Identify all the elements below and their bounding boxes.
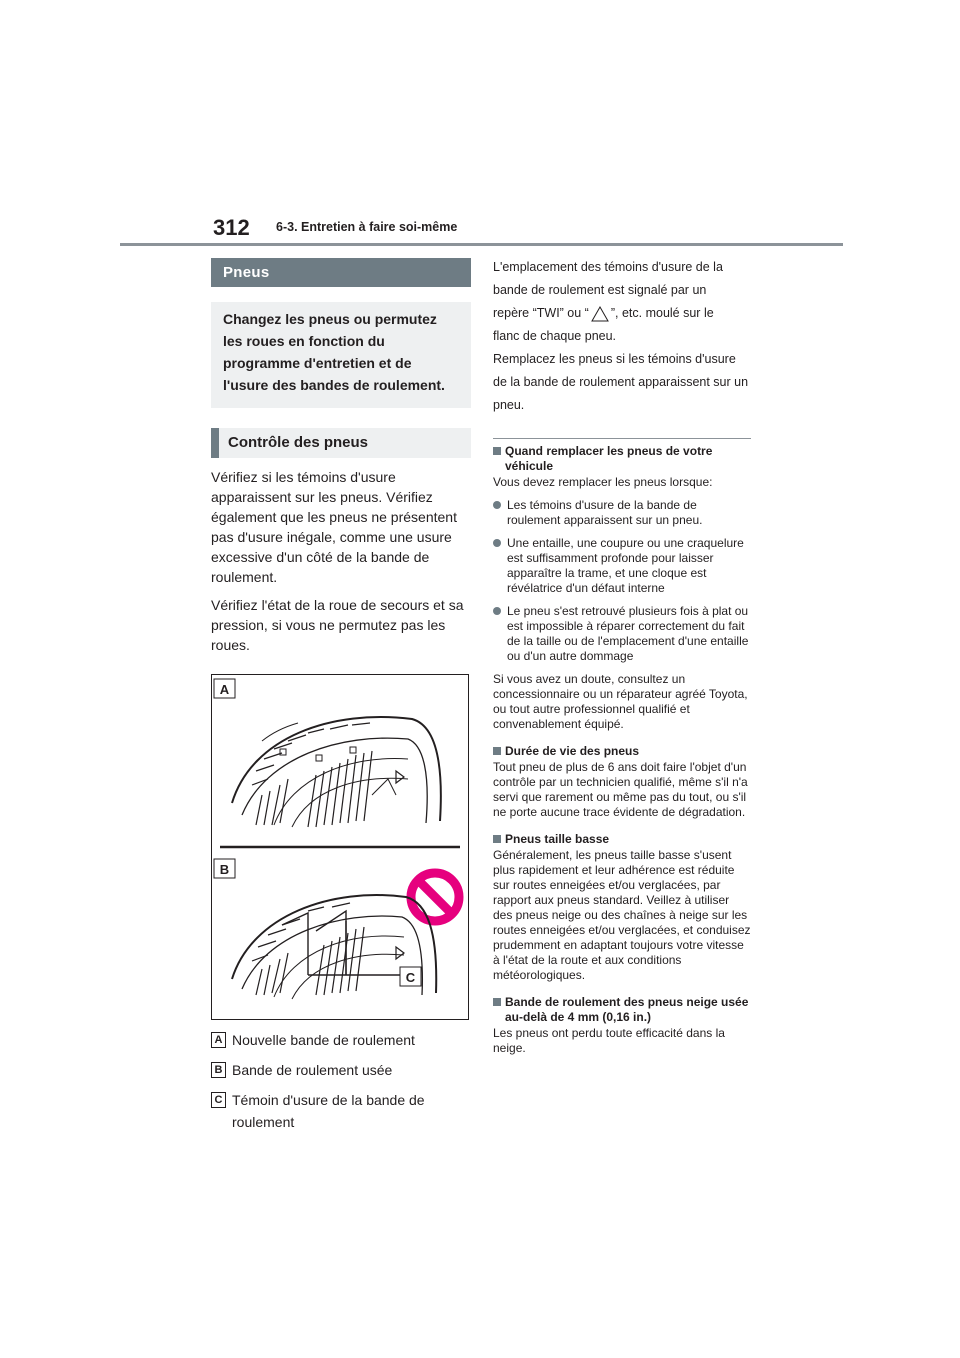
legend-badge: B xyxy=(211,1062,226,1078)
figure-label-a: A xyxy=(219,682,230,697)
page-number: 312 xyxy=(213,215,250,240)
heading-low-profile xyxy=(493,832,751,847)
intro-paragraph: Remplacez les pneus si les témoins d'usure de la bande de roulement apparaissent sur un pneu. xyxy=(493,352,749,412)
section-rule xyxy=(493,438,751,439)
body-paragraph: Tout pneu de plus de 6 ans doit faire l'objet d'un contrôle par un technicien qualifié, même s'il n'a servi que rarement ou même pas du tout, ou s'il ne porte aucune trace évidente de dégradation. xyxy=(493,760,748,819)
body-paragraph: Généralement, les pneus taille basse s'usent plus rapidement et leur adhérence est réduite sur routes enneigées et/ou verglacées, par rapport aux pneus standard. Veillez à utiliser des pneus neige ou des chaînes à neige sur les routes enneigées et/ou verglacées, et conduisez prudemment en adaptant toujours votre vitesse à l'état de la route et aux conditions météorologiques. xyxy=(493,848,751,982)
intro-paragraph: L'emplacement des témoins d'usure de la bande de roulement est signalé par un xyxy=(493,260,723,297)
twi-line xyxy=(493,302,751,325)
figure-label-c: C xyxy=(405,970,416,985)
right-column xyxy=(493,256,751,1056)
legend-text: Bande de roulement usée xyxy=(232,1062,393,1078)
square-bullet-icon xyxy=(493,998,501,1006)
body-paragraph: Vérifiez l'état de la roue de secours et sa pression, si vous ne permutez pas les roues. xyxy=(211,597,464,653)
heading-text: Quand remplacer les pneus de votre véhicule xyxy=(505,444,713,473)
body-paragraph: Les pneus ont perdu toute efficacité dans la neige. xyxy=(493,1026,725,1055)
square-bullet-icon xyxy=(493,747,501,755)
header-rule xyxy=(120,243,843,246)
tire-illustration xyxy=(212,675,468,1019)
legend-badge: A xyxy=(211,1032,226,1048)
new-tread-drawing xyxy=(232,717,441,827)
twi-text-after: ”, etc. moulé sur le xyxy=(610,306,714,320)
legend-text: Nouvelle bande de roulement xyxy=(232,1032,415,1048)
section-title: Pneus xyxy=(211,258,471,287)
heading-replace xyxy=(493,444,751,474)
square-bullet-icon xyxy=(493,835,501,843)
heading-text: Durée de vie des pneus xyxy=(505,744,640,758)
legend-badge: C xyxy=(211,1092,226,1108)
list-item-text: Une entaille, une coupure ou une craquelure est suffisamment profonde pour laisser apparaître la trame, et une cloque est révélatrice d'un défaut interne xyxy=(507,536,744,595)
list-item-text: Le pneu s'est retrouvé plusieurs fois à plat ou est impossible à réparer correctement du fait de la taille ou de l'emplacement d'une entaille ou d'un autre dommage xyxy=(507,604,749,663)
body-paragraph: Vérifiez si les témoins d'usure apparaissent sur les pneus. Vérifiez également que les pneus ne présentent pas d'usure inégale, comme une usure excessive d'un côté de la bande de roulement. xyxy=(211,469,457,585)
subsection-title: Contrôle des pneus xyxy=(211,428,471,458)
lead-text: Vous devez remplacer les pneus lorsque: xyxy=(493,475,713,489)
body-paragraph: Si vous avez un doute, consultez un concessionnaire ou un réparateur agréé Toyota, ou tout autre professionnel qualifié et convenablement équipé. xyxy=(493,672,748,731)
intro-paragraph: flanc de chaque pneu. xyxy=(493,329,617,343)
legend-text: Témoin d'usure de la bande de roulement xyxy=(232,1092,425,1130)
prohibited-icon xyxy=(411,873,459,921)
heading-text: Pneus taille basse xyxy=(505,832,610,846)
list-item xyxy=(493,604,751,664)
left-column xyxy=(211,258,471,1141)
chapter-title: 6-3. Entretien à faire soi-même xyxy=(276,220,458,234)
figure-label-b: B xyxy=(219,862,230,877)
square-bullet-icon xyxy=(493,447,501,455)
triangle-icon xyxy=(591,306,609,322)
round-bullet-icon xyxy=(493,607,501,615)
figure-legend xyxy=(211,1029,471,1133)
legend-item xyxy=(211,1059,471,1081)
list-item xyxy=(493,536,751,596)
heading-text: Bande de roulement des pneus neige usée au-delà de 4 mm (0,16 in.) xyxy=(505,995,749,1024)
legend-item xyxy=(211,1029,471,1051)
list-item xyxy=(493,498,751,528)
list-item-text: Les témoins d'usure de la bande de roulement apparaissent sur un pneu. xyxy=(507,498,703,527)
legend-item xyxy=(211,1089,471,1133)
summary-box: Changez les pneus ou permutez les roues en fonction du programme d'entretien et de l'usure des bandes de roulement. xyxy=(211,302,471,408)
round-bullet-icon xyxy=(493,501,501,509)
round-bullet-icon xyxy=(493,539,501,547)
twi-text-before: repère “TWI” ou “ xyxy=(493,306,589,320)
tire-tread-figure xyxy=(211,674,469,1020)
heading-lifespan xyxy=(493,744,751,759)
heading-snow xyxy=(493,995,751,1025)
